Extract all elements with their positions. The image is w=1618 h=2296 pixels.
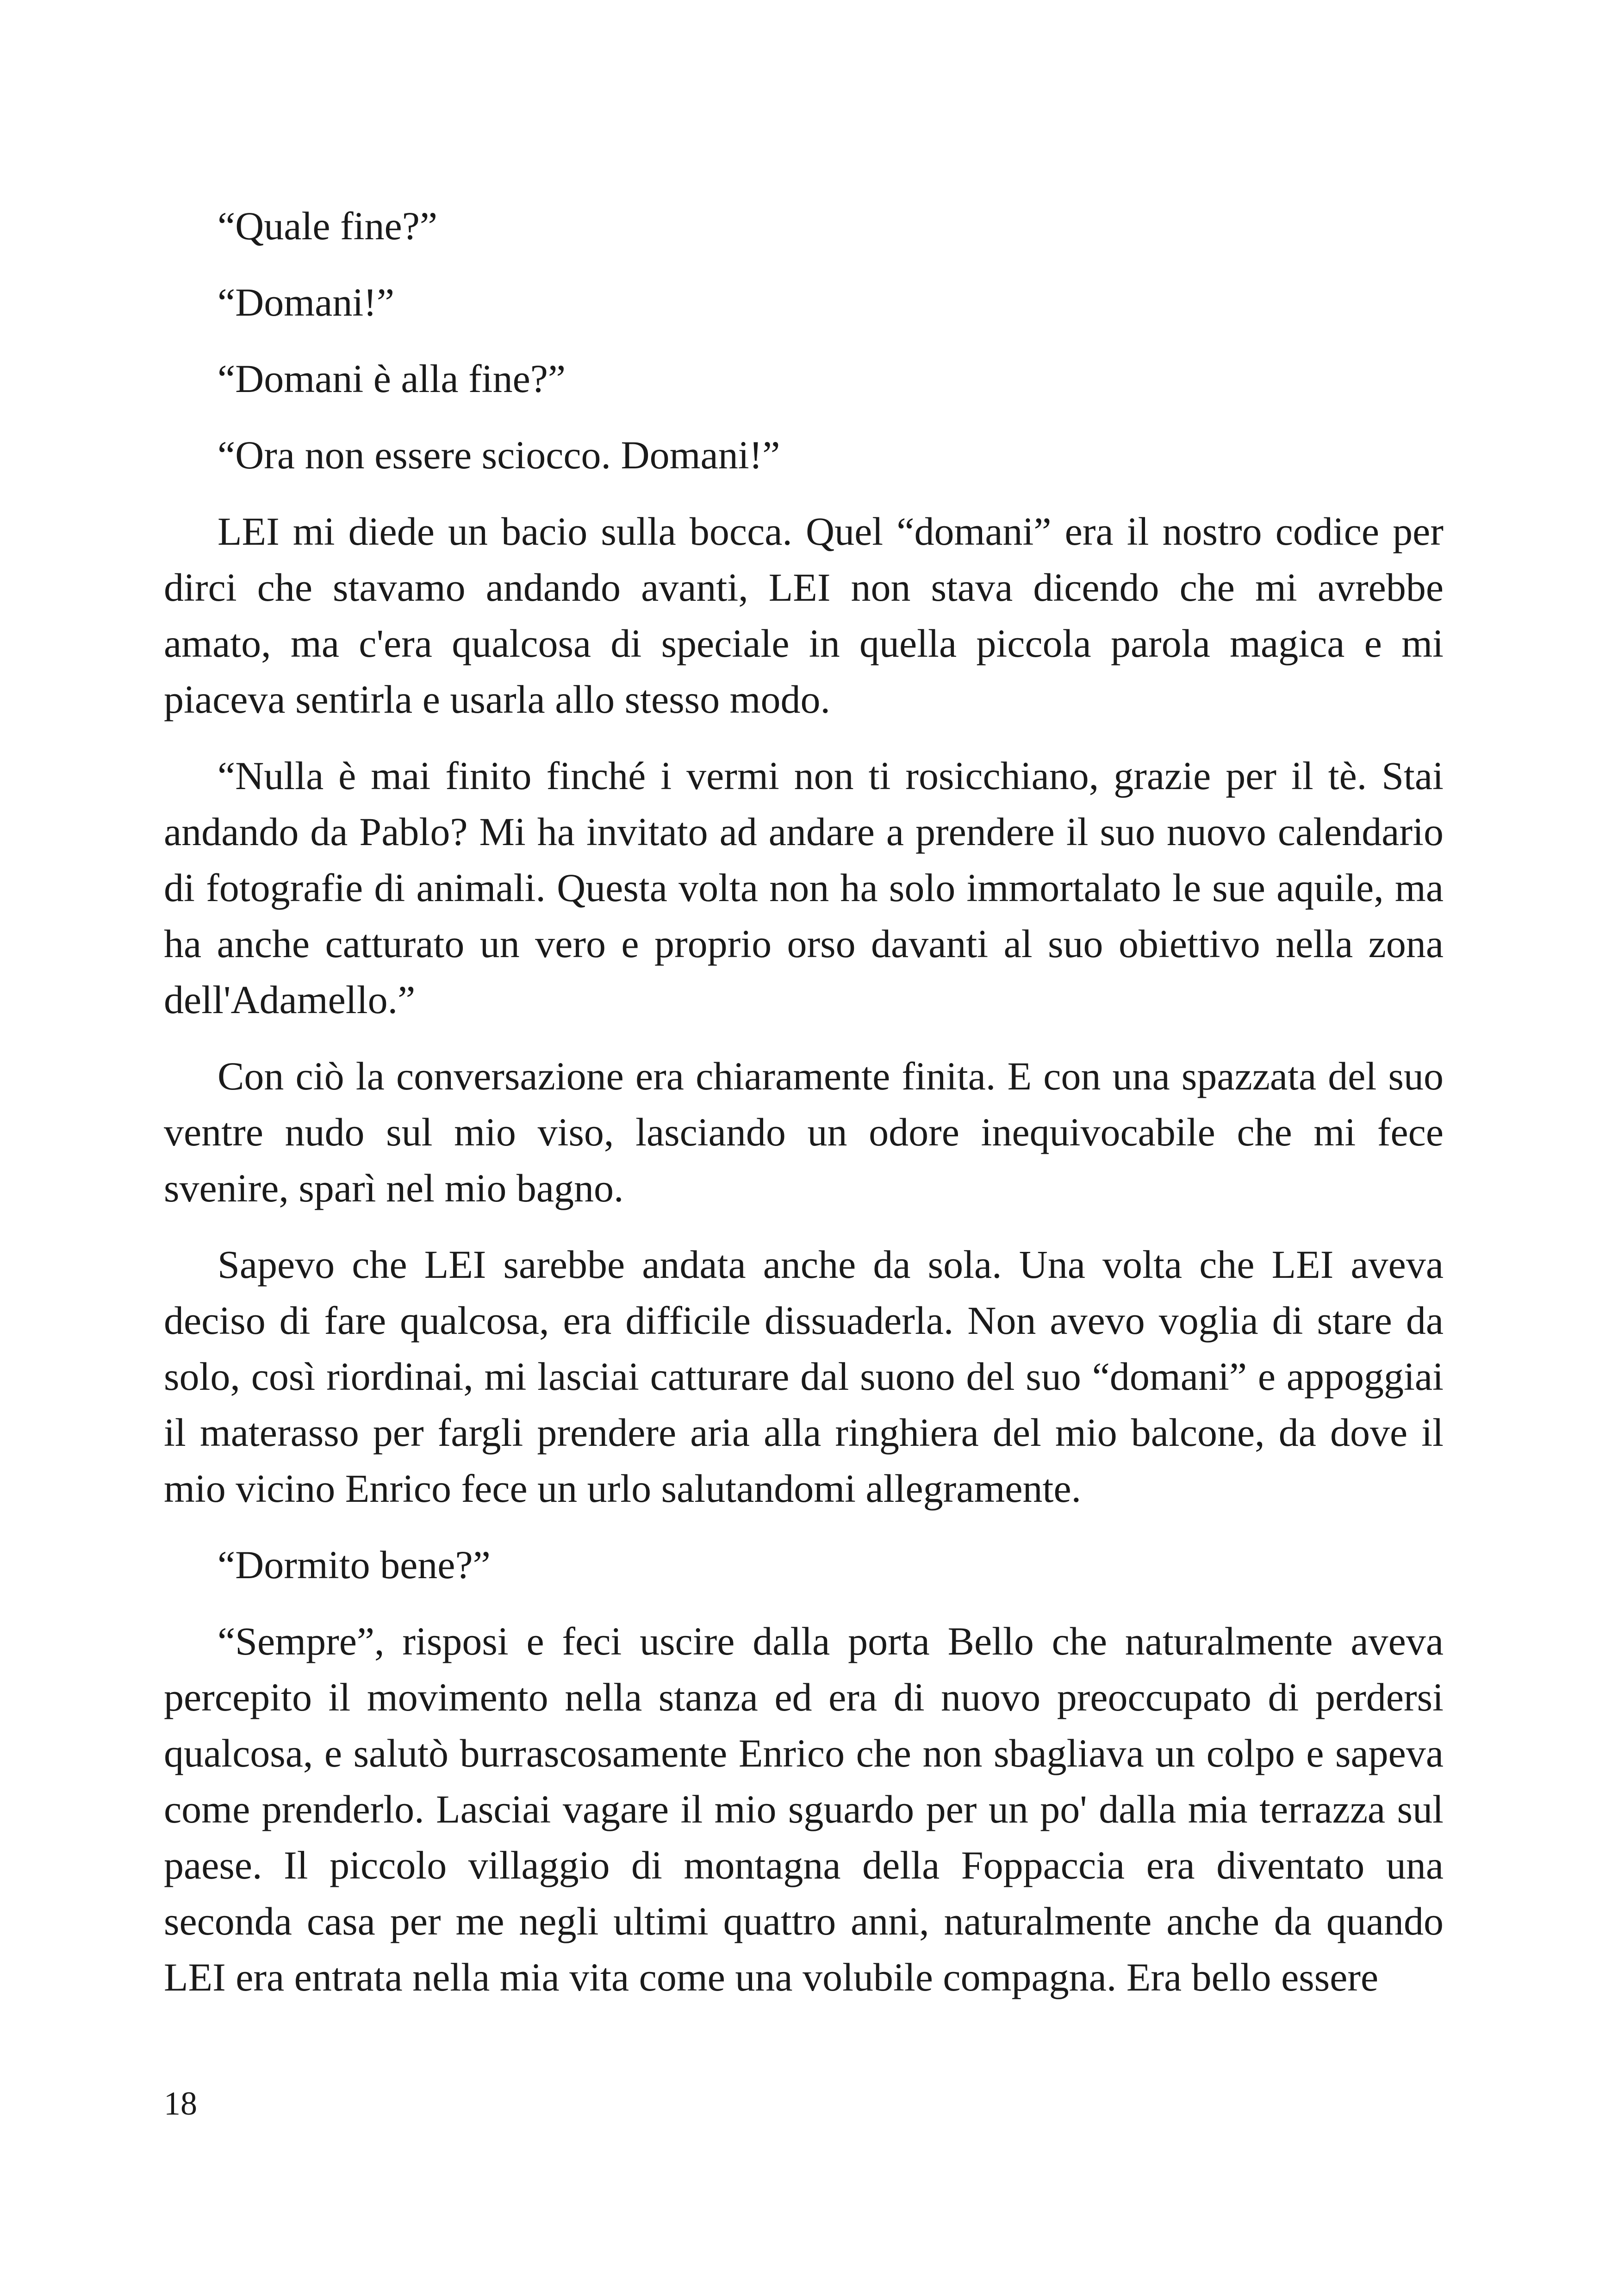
dialogue-line: “Dormito bene?”: [218, 1543, 491, 1587]
dialogue-line: “Domani è alla fine?”: [218, 356, 566, 401]
body-text: [164, 198, 1444, 2026]
dialogue-line: “Quale fine?”: [218, 204, 438, 248]
page-number: 18: [164, 2085, 197, 2122]
paragraph: LEI mi diede un bacio sulla bocca. Quel “domani” era il nostro codice per dirci che stavamo andando avanti, LEI non stava dicendo che mi avrebbe amato, ma c'era qualcosa di speciale in quella piccola parola magica e mi piaceva sentirla e usarla allo stesso modo.: [164, 509, 1444, 722]
paragraph: Con ciò la conversazione era chiaramente finita. E con una spazzata del suo ventre nudo sul mio viso, lasciando un odore inequivocabile che mi fece svenire, sparì nel mio bagno.: [164, 1054, 1444, 1210]
paragraph: “Sempre”, risposi e feci uscire dalla porta Bello che naturalmente aveva percepito il movimento nella stanza ed era di nuovo preoccupato di perdersi qualcosa, e salutò burrascosamente Enrico che non sbagliava un colpo e sapeva come prenderlo. Lasciai vagare il mio sguardo per un po' dalla mia terrazza sul paese. Il piccolo villaggio di montagna della Foppaccia era diventato una seconda casa per me negli ultimi quattro anni, naturalmente anche da quando LEI era entrata nella mia vita come una volubile compagna. Era bello essere: [164, 1619, 1444, 1999]
paragraph: “Nulla è mai finito finché i vermi non ti rosicchiano, grazie per il tè. Stai andando da Pablo? Mi ha invitato ad andare a prendere il suo nuovo calendario di fotografie di animali. Questa volta non ha solo immortalato le sue aquile, ma ha anche catturato un vero e proprio orso davanti al suo obiettivo nella zona dell'Adamello.”: [164, 753, 1444, 1022]
paragraph: Sapevo che LEI sarebbe andata anche da sola. Una volta che LEI aveva deciso di fare qualcosa, era difficile dissuaderla. Non avevo voglia di stare da solo, così riordinai, mi lasciai catturare dal suono del suo “domani” e appoggiai il materasso per fargli prendere aria alla ringhiera del mio balcone, da dove il mio vicino Enrico fece un urlo salutandomi allegramente.: [164, 1242, 1444, 1511]
dialogue-line: “Ora non essere sciocco. Domani!”: [218, 433, 780, 477]
dialogue-line: “Domani!”: [218, 280, 395, 324]
